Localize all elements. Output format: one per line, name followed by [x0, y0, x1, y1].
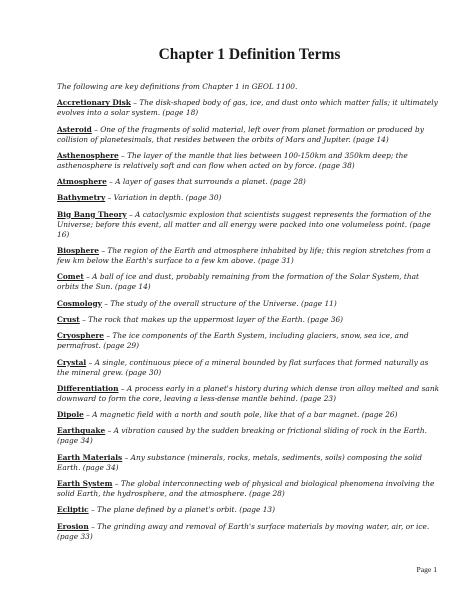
definition-item — [57, 522, 442, 542]
definition-text: A single, continuous piece of a mineral bounded by flat surfaces that formed naturally as the mineral grew. (page 30) — [57, 357, 429, 377]
definition-separator: – — [86, 357, 95, 367]
definition-text: A cataclysmic explosion that scientists suggest represents the formation of the Universe; before this event, all matter and all energy were packed into one volumeless point. (page 16) — [57, 209, 432, 239]
definition-separator: – — [118, 150, 128, 160]
definition-text: The rock that makes up the uppermost layer of the Earth. (page 36) — [88, 314, 344, 324]
definition-term: Crystal — [57, 357, 87, 367]
page-number: Page 1 — [416, 565, 437, 574]
definition-separator: – — [126, 209, 136, 219]
definition-term: Biosphere — [57, 246, 99, 256]
definition-term: Asteroid — [57, 124, 92, 134]
definition-text: The ice components of the Earth System, including glaciers, snow, sea ice, and permafrost. (page 29) — [57, 331, 409, 351]
definition-separator: – — [98, 246, 108, 256]
definition-term: Accretionary Disk — [57, 98, 131, 108]
definition-term: Ecliptic — [57, 505, 89, 515]
definition-text: A vibration caused by the sudden breaking or frictional sliding of rock in the Earth. (page 34) — [57, 426, 427, 446]
definition-separator: – — [88, 505, 98, 515]
definition-term: Atmosphere — [57, 177, 107, 187]
definition-text: The layer of the mantle that lies between 100-150km and 350km deep; the asthenosphere is relatively soft and can flow when acted on by force. (page 38) — [57, 150, 408, 170]
definition-term: Cosmology — [57, 298, 102, 308]
definition-separator: – — [118, 383, 127, 393]
definition-term: Bathymetry — [57, 193, 106, 203]
definition-term: Dipole — [57, 410, 84, 420]
page-title: Chapter 1 Definition Terms — [158, 46, 341, 63]
definition-separator: – — [112, 479, 121, 489]
intro-text: The following are key definitions from Chapter 1 in GEOL 1100. — [57, 82, 298, 91]
definition-item — [57, 479, 442, 499]
definition-item — [57, 410, 442, 420]
definition-separator: – — [105, 193, 114, 203]
definition-term: Earthquake — [57, 426, 106, 436]
definition-item — [57, 246, 442, 266]
definition-separator: – — [91, 124, 101, 134]
definition-text: The study of the overall structure of the Universe. (page 11) — [110, 298, 337, 308]
definition-text: A layer of gases that surrounds a planet. (page 28) — [115, 177, 306, 187]
definition-list — [57, 98, 442, 541]
definition-item — [57, 272, 442, 292]
definition-text: A ball of ice and dust, probably remaining from the formation of the Solar System, that orbits the Sun. (page 14) — [57, 272, 420, 292]
definition-item — [57, 177, 442, 187]
definition-item — [57, 315, 442, 325]
definition-item — [57, 299, 442, 309]
definition-term: Big Bang Theory — [57, 209, 127, 219]
definition-item — [57, 193, 442, 203]
definition-term: Earth System — [57, 479, 113, 489]
definition-item — [57, 125, 442, 145]
definition-text: The global interconnecting web of physical and biological phenomena involving the solid Earth, the hydrosphere, and the atmosphere. (page 28) — [57, 479, 435, 499]
definition-text: One of the fragments of solid material, left over from planet formation or produced by collision of planetesimals, that resides between the orbits of Mars and Jupiter. (page 14) — [57, 124, 424, 144]
definition-separator: – — [105, 426, 114, 436]
definition-item — [57, 210, 442, 240]
definition-separator: – — [83, 410, 93, 420]
definition-item — [57, 358, 442, 378]
definition-text: A magnetic field with a north and south pole, like that of a bar magnet. (page 26) — [92, 410, 398, 420]
definition-separator: – — [122, 452, 131, 462]
definition-term: Comet — [57, 272, 84, 282]
definition-text: The disk-shaped body of gas, ice, and dust onto which matter falls; it ultimately evolves into a solar system. (page 18) — [57, 98, 438, 118]
definition-item — [57, 505, 442, 515]
definition-separator: – — [101, 298, 111, 308]
definition-separator: – — [88, 521, 98, 531]
definition-text: The grinding away and removal of Earth's surface materials by moving water, air, or ice. (page 33) — [57, 521, 430, 541]
definition-separator: – — [79, 314, 89, 324]
definition-separator: – — [106, 177, 116, 187]
definition-text: The region of the Earth and atmosphere inhabited by life; this region stretches from a few km below the Earth's surface to a few km above. (page 31) — [57, 246, 431, 266]
definition-text: A process early in a planet's history during which dense iron alloy melted and sank downward to form the core, leaving a less-dense mantle behind. (page 23) — [57, 383, 440, 403]
definition-text: Any substance (minerals, rocks, metals, sediments, soils) composing the solid Earth. (page 34) — [57, 452, 423, 472]
definition-separator: – — [130, 98, 140, 108]
definition-item — [57, 384, 442, 404]
definition-term: Differentiation — [57, 383, 119, 393]
definition-item — [57, 453, 442, 473]
definition-term: Erosion — [57, 521, 89, 531]
definition-item — [57, 426, 442, 446]
definition-item — [57, 98, 442, 118]
definition-separator: – — [83, 272, 93, 282]
definition-term: Crust — [57, 314, 80, 324]
definition-term: Asthenosphere — [57, 150, 119, 160]
definition-text: The plane defined by a planet's orbit. (page 13) — [97, 505, 275, 515]
definition-text: Variation in depth. (page 30) — [113, 193, 222, 203]
definition-term: Earth Materials — [57, 452, 123, 462]
definition-term: Cryosphere — [57, 331, 104, 341]
definition-item — [57, 331, 442, 351]
definition-separator: – — [104, 331, 113, 341]
definition-item — [57, 151, 442, 171]
